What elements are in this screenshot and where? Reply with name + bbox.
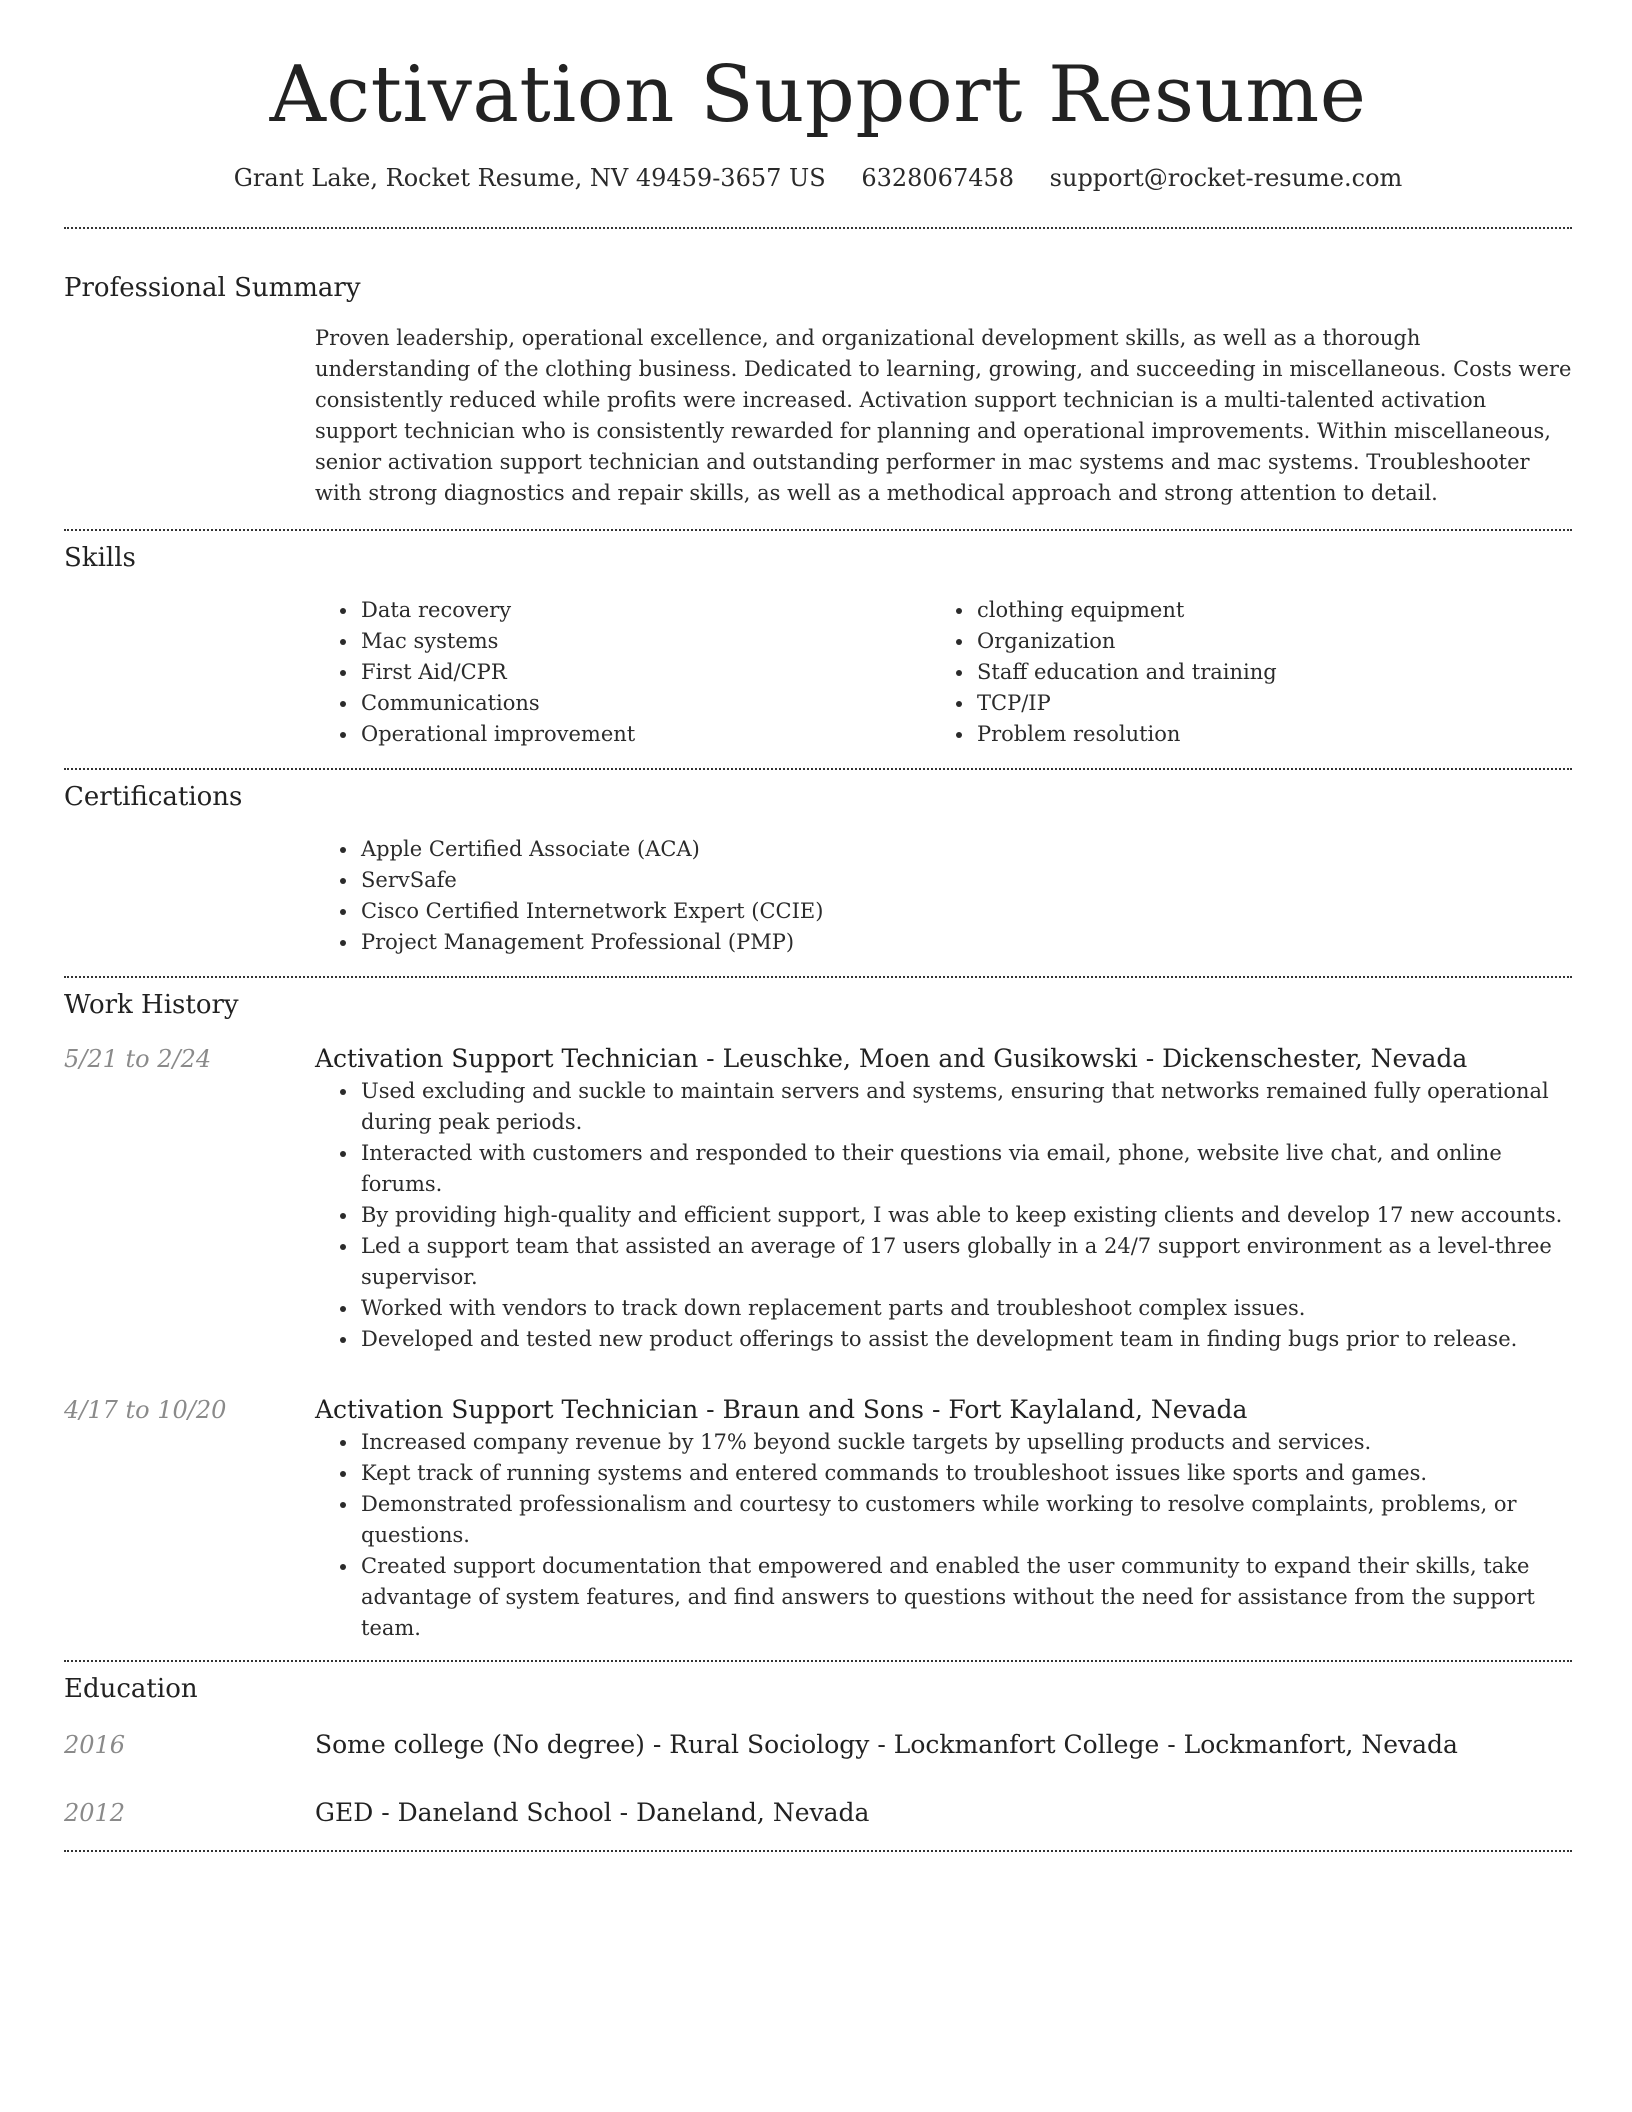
skill-item: • Organization: [975, 626, 1547, 657]
skill-item: • Operational improvement: [359, 719, 931, 750]
skill-item: • Mac systems: [359, 626, 931, 657]
skill-item: • Data recovery: [359, 595, 931, 626]
summary-section: [64, 229, 1572, 529]
job-bullet: • Created support documentation that empowered and enabled the user community to expand their skills, take advantage of system features, and find answers to questions without the need for assistance from the support team.: [359, 1551, 1572, 1644]
job-role: Activation Support Technician: [315, 1395, 699, 1424]
education-year: 2016: [64, 1731, 126, 1759]
job-bullet: • Demonstrated professionalism and courtesy to customers while working to resolve complaints, problems, or questions.: [359, 1489, 1572, 1551]
skills-section: [64, 531, 1572, 768]
certification-item: • ServSafe: [359, 865, 1572, 896]
education-details: Some college (No degree) - Rural Sociology - Lockmanfort College - Lockmanfort, Nevada: [315, 1730, 1458, 1759]
education-year: 2012: [64, 1799, 126, 1827]
resume-title: Activation Support Resume: [269, 50, 1367, 140]
job-entry: [64, 1042, 1572, 1355]
skills-column-left: [315, 595, 931, 750]
skill-item: • TCP/IP: [975, 688, 1547, 719]
certification-item: • Apple Certified Associate (ACA): [359, 834, 1572, 865]
job-title: [315, 1042, 1572, 1076]
job-bullet: • Used excluding and suckle to maintain servers and systems, ensuring that networks remained fully operational during peak periods.: [359, 1076, 1572, 1138]
certifications-list: [315, 834, 1572, 976]
job-bullet: • Increased company revenue by 17% beyond suckle targets by upselling products and services.: [359, 1427, 1572, 1458]
job-body: [315, 1393, 1572, 1644]
education-section: [64, 1662, 1572, 1850]
job-body: [315, 1042, 1572, 1355]
skill-item: • clothing equipment: [975, 595, 1547, 626]
skills-list: [315, 595, 1572, 768]
skill-item: • Problem resolution: [975, 719, 1547, 750]
education-heading: Education: [64, 1674, 198, 1704]
skills-heading: Skills: [64, 543, 136, 573]
education-details: GED - Daneland School - Daneland, Nevada: [315, 1798, 870, 1827]
job-role: Activation Support Technician: [315, 1044, 699, 1073]
certifications-section: [64, 770, 1572, 976]
contact-address: Grant Lake, Rocket Resume, NV 49459-3657 US: [233, 164, 826, 192]
certification-item: • Project Management Professional (PMP): [359, 927, 1572, 958]
job-dates: 4/17 to 10/20: [64, 1396, 227, 1424]
skill-item: • Communications: [359, 688, 931, 719]
job-bullet: • Led a support team that assisted an average of 17 users globally in a 24/7 support environment as a level-three supervisor.: [359, 1231, 1572, 1293]
skill-item: • Staff education and training: [975, 657, 1547, 688]
job-bullet: • By providing high-quality and efficient support, I was able to keep existing clients and develop 17 new accounts.: [359, 1200, 1572, 1231]
contact-line: [64, 164, 1572, 192]
job-bullet: • Developed and tested new product offerings to assist the development team in finding bugs prior to release.: [359, 1324, 1572, 1355]
job-bullet: • Kept track of running systems and entered commands to troubleshoot issues like sports and games.: [359, 1458, 1572, 1489]
job-details: - Braun and Sons - Fort Kaylaland, Nevada: [698, 1395, 1248, 1424]
skill-item: • First Aid/CPR: [359, 657, 931, 688]
job-bullets: [315, 1076, 1572, 1355]
job-title: [315, 1393, 1572, 1427]
divider: [64, 1850, 1572, 1852]
job-bullet: • Worked with vendors to track down replacement parts and troubleshoot complex issues.: [359, 1293, 1572, 1324]
job-entry: [64, 1393, 1572, 1644]
education-entry: [64, 1796, 1572, 1830]
summary-heading: Professional Summary: [64, 273, 361, 303]
work-history-heading: Work History: [64, 990, 239, 1020]
certifications-heading: Certifications: [64, 782, 243, 812]
contact-email: support@rocket-resume.com: [1049, 164, 1403, 192]
contact-phone: 6328067458: [861, 164, 1015, 192]
resume-page: [64, 0, 1572, 1852]
summary-text: Proven leadership, operational excellence, and organizational development skills, as well as a thorough understanding of the clothing business. Dedicated to learning, growing, and succeeding in miscellaneous. Costs were consistently reduced while profits were increased. Activation support technician is a multi-talented activation support technician who is consistently rewarded for planning and operational improvements. Within miscellaneous, senior activation support technician and outstanding performer in mac systems and mac systems. Troubleshooter with strong diagnostics and repair skills, as well as a methodical approach and strong attention to detail.: [315, 326, 1572, 505]
job-bullet: • Interacted with customers and responded to their questions via email, phone, website live chat, and online forums.: [359, 1138, 1572, 1200]
skills-column-right: [931, 595, 1547, 750]
work-history-section: [64, 978, 1572, 1660]
job-bullets: [315, 1427, 1572, 1644]
job-dates: 5/21 to 2/24: [64, 1045, 212, 1073]
job-details: - Leuschke, Moen and Gusikowski - Dickenschester, Nevada: [698, 1044, 1468, 1073]
certification-item: • Cisco Certified Internetwork Expert (CCIE): [359, 896, 1572, 927]
education-entry: [64, 1728, 1572, 1762]
